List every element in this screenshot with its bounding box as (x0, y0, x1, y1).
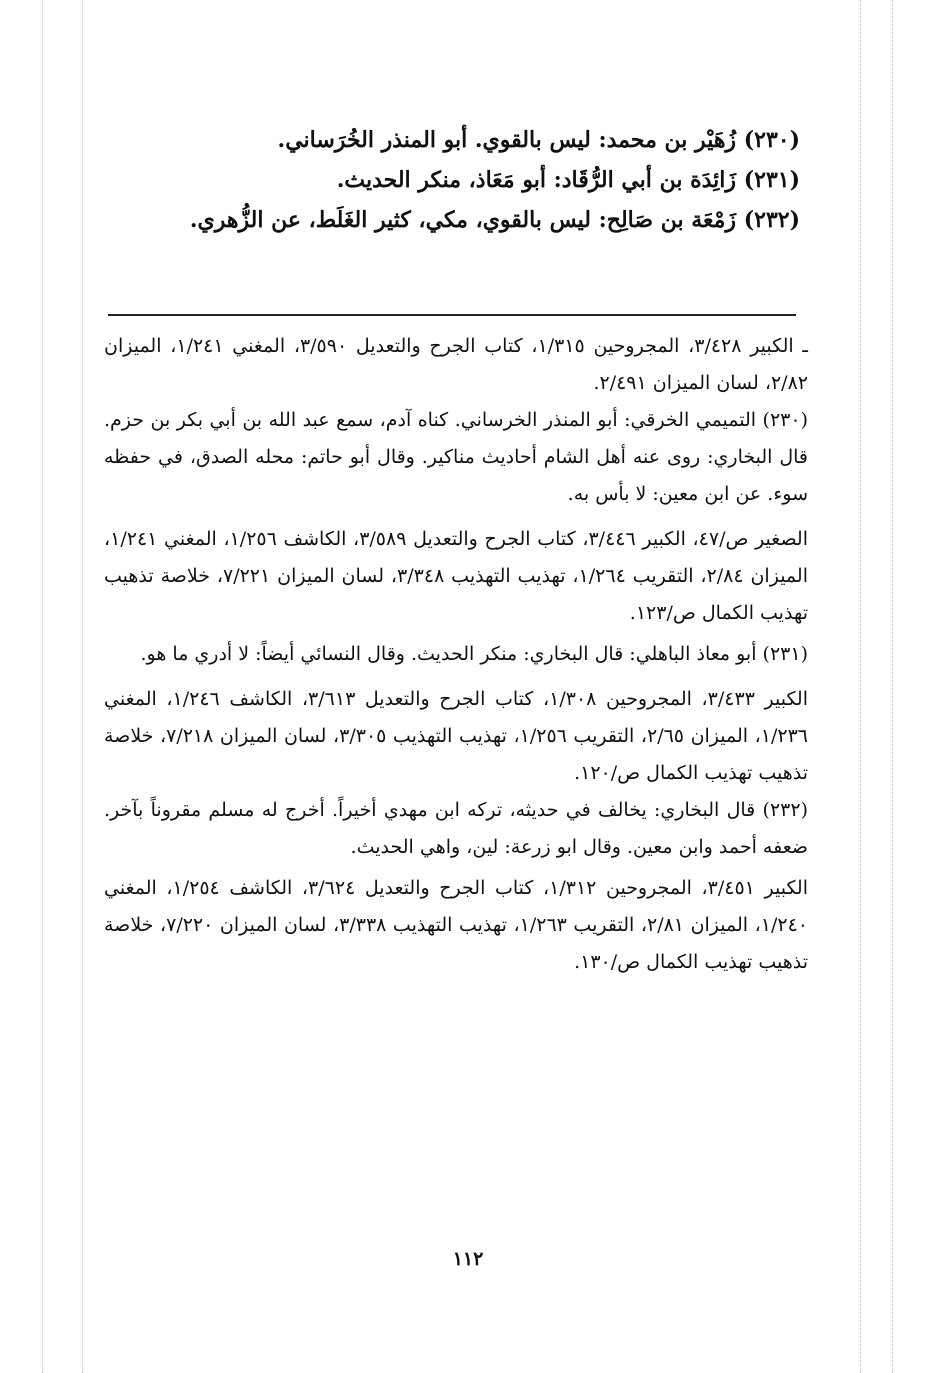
entry-231: (٢٣١) زَائِدَة بن أبي الرُّقَاد: أبو مَعَاذ، منكر الحديث. (336, 167, 800, 193)
footnote-231: (٢٣١) أبو معاذ الباهلي: قال البخاري: منكر الحديث. وقال النسائي أيضاً: لا أدري ما هو. (140, 643, 808, 665)
scan-edge-line (42, 0, 43, 1373)
page-number: ١١٢ (452, 1248, 484, 1270)
footnote-230-sources: الصغير ص/٤٧، الكبير ٣/٤٤٦، كتاب الجرح والتعديل ٣/٥٨٩، الكاشف ١/٢٥٦، المغني ١/٢٤١، الميزان ٢/٨٤، التقريب ١/٢٦٤، تهذيب التهذيب ٣/٣٤٨، لسان الميزان ٧/٢٢١، خلاصة تذهيب تهذيب الكمال ص/١٢٣. (104, 528, 809, 624)
entry-232: (٢٣٢) زَمْعَة بن صَالِح: ليس بالقوي، مكي، كثير الغَلَط، عن الزُّهري. (189, 207, 800, 233)
scan-edge-line (892, 0, 893, 1373)
footnote-230: (٢٣٠) التميمي الخرقي: أبو المنذر الخرساني. كناه آدم، سمع عبد الله بن أبي بكر بن حزم. قال البخاري: روى عنه أهل الشام أحاديث مناكير. وقال أبو حاتم: محله الصدق، في حفظه سوء. عن ابن معين: لا بأس به. (104, 409, 808, 505)
main-text (100, 120, 800, 240)
entry-230: (٢٣٠) زُهَيْر بن محمد: ليس بالقوي. أبو المنذر الخُرَساني. (277, 127, 800, 153)
footnote-232: (٢٣٢) قال البخاري: يخالف في حديثه، تركه ابن مهدي أخيراً. أخرج له مسلم مقروناً بآخر. ضعفه أحمد وابن معين. وقال ابو زرعة: لين، واهي الحديث. (104, 799, 808, 858)
footnote-231-sources: الكبير ٣/٤٣٣، المجروحين ١/٣٠٨، كتاب الجرح والتعديل ٣/٦١٣، الكاشف ١/٢٤٦، المغني ١/٢٣٦، الميزان ٢/٦٥، التقريب ١/٢٥٦، تهذيب التهذيب ٣/٣٠٥، لسان الميزان ٧/٢١٨، خلاصة تذهيب تهذيب الكمال ص/١٢٠. (104, 688, 809, 784)
footnote-separator (108, 314, 796, 316)
scan-edge-line (82, 0, 83, 1373)
scan-edge-line (860, 0, 861, 1373)
footnote-continuation: ـ الكبير ٣/٤٢٨، المجروحين ١/٣١٥، كتاب الجرح والتعديل ٣/٥٩٠، المغني ١/٢٤١، الميزان ٢/٨٢، لسان الميزان ٢/٤٩١. (104, 335, 808, 394)
footnote-232-sources: الكبير ٣/٤٥١، المجروحين ١/٣١٢، كتاب الجرح والتعديل ٣/٦٢٤، الكاشف ١/٢٥٤، المغني ١/٢٤٠، الميزان ٢/٨١، التقريب ١/٢٦٣، تهذيب التهذيب ٣/٣٣٨، لسان الميزان ٧/٢٢٠، خلاصة تذهيب تهذيب الكمال ص/١٣٠. (104, 877, 809, 973)
footnotes (104, 328, 808, 981)
